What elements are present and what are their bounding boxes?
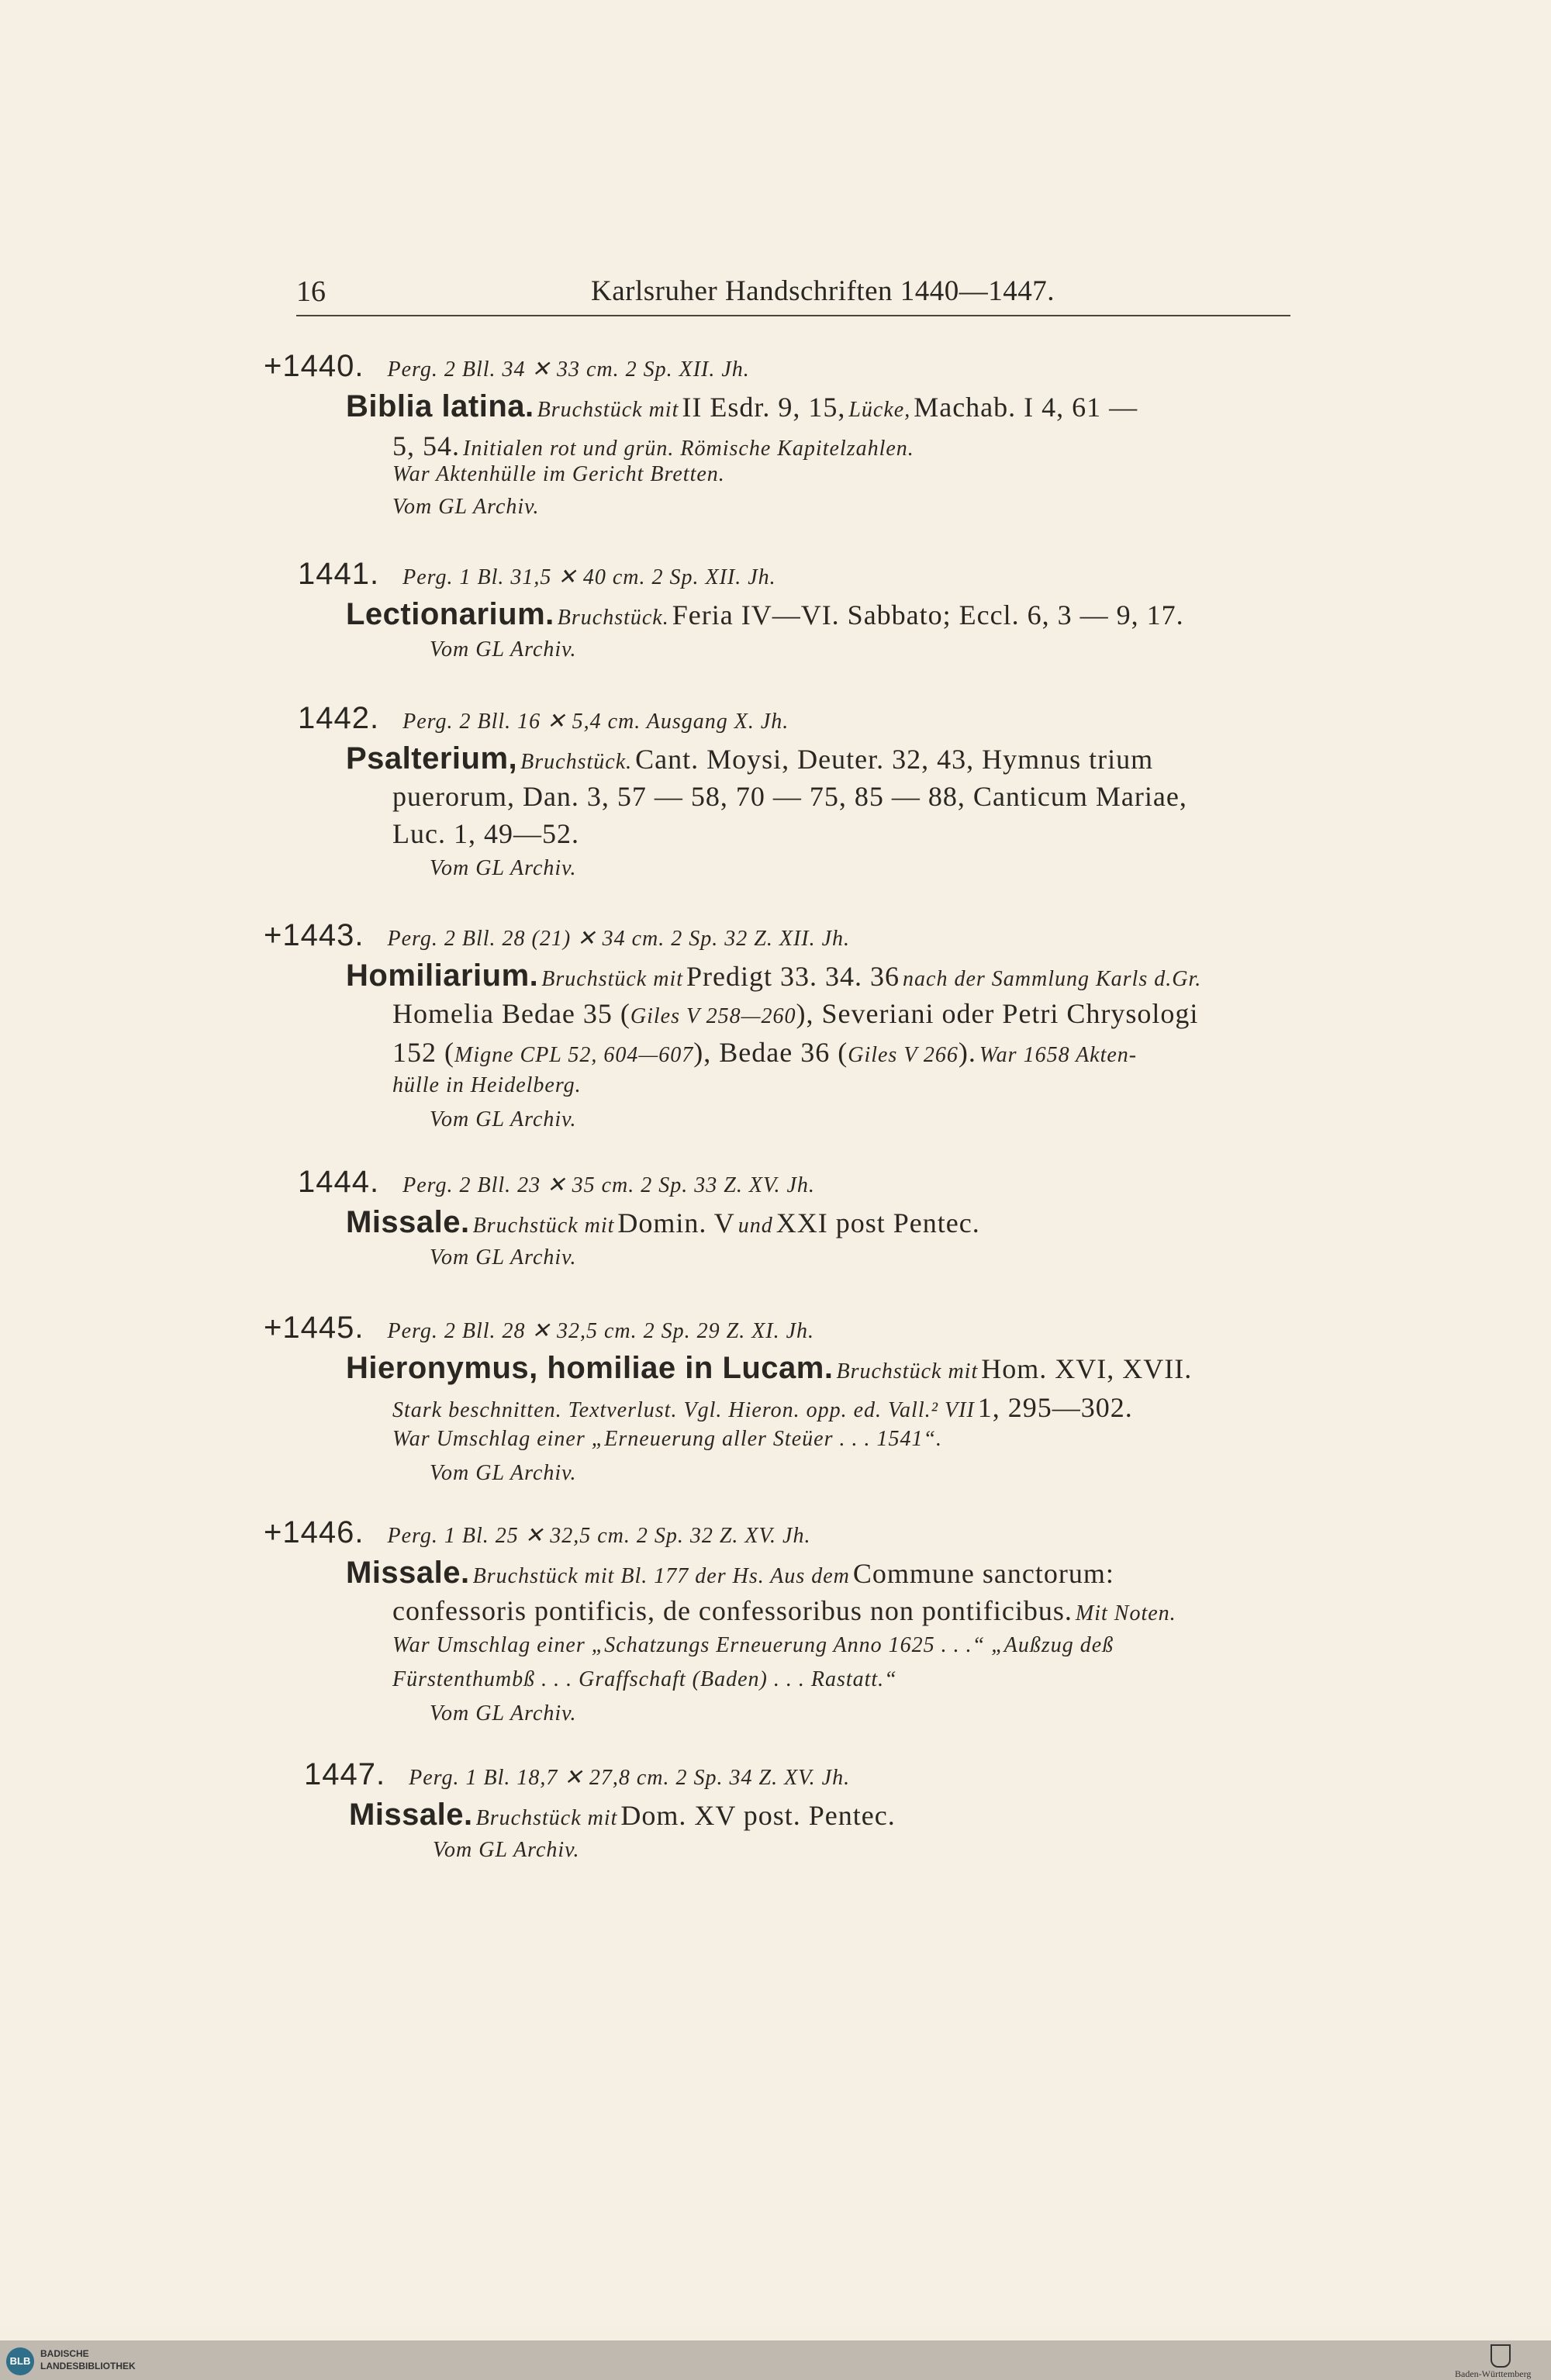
entry-title: Psalterium, (346, 741, 518, 775)
entry-title: Biblia latina. (346, 389, 534, 423)
entry-number: 1442. (298, 701, 380, 735)
entry-source: Vom GL Archiv. (430, 1245, 577, 1269)
entry-title: Missale. (349, 1798, 473, 1832)
viewer-footer-bar (0, 2340, 1551, 2380)
entry-meta: Perg. 1 Bl. 18,7 ✕ 27,8 cm. 2 Sp. 34 Z. XV. Jh. (409, 1766, 851, 1790)
entry-source: Vom GL Archiv. (430, 1461, 577, 1485)
page-number: 16 (296, 275, 326, 308)
entry-number: +1443. (264, 918, 364, 952)
entry-meta: Perg. 2 Bll. 23 ✕ 35 cm. 2 Sp. 33 Z. XV. Jh. (402, 1173, 815, 1197)
entry-number: +1440. (264, 349, 364, 383)
entry-number: 1444. (298, 1165, 380, 1199)
entry-number: 1447. (304, 1757, 386, 1791)
running-header (296, 268, 1290, 316)
entry-number: +1446. (264, 1515, 364, 1549)
entry-number: 1441. (298, 557, 380, 591)
document-page: 16 Karlsruher Handschriften 1440—1447. +1440. Perg. 2 Bll. 34 ✕ 33 cm. 2 Sp. XII. Jh. Biblia latina. Bruchstück mit II Esdr. 9, 15, Lücke, Machab. I 4, 61 — 5, 54. Initialen rot und grün. Römische Kapitelzahlen. War Aktenhülle im Gericht Bretten. Vom GL Archiv. 1441. Perg. 1 Bl. 31,5 ✕ 40 cm. 2 Sp. XII. Jh. Lectionarium. Bruchstück. Feria IV—VI. Sabbato; Eccl. 6, 3 — 9, 17. Vom GL Archiv. 1442. Perg. 2 Bll. 16 ✕ 5,4 cm. Ausgang X. Jh. Psalterium, Bruchstück. Cant. Moysi, Deuter. 32, 43, Hymnus trium puerorum, Dan. 3, 57 — 58, 70 — 75, 85 — 88, Canticum Mariae, Luc. 1, 49—52. Vom GL Archiv. +1443. Perg. 2 Bll. 28 (21) ✕ 34 cm. 2 Sp. 32 Z. XII. Jh. Homiliarium. Bruchstück mit Predigt 33. 34. 36 nach der Sammlung Karls d.Gr. Homelia Bedae 35 (Giles V 258—260), Severiani oder Petri Chrysologi 152 (Migne CPL 52, 604—607), Bedae 36 (Giles V 266). War 1658 Akten- hülle in Heidelberg. Vom GL Archiv. 1444. Perg. 2 Bll. 23 ✕ 35 cm. 2 Sp. 33 Z. XV. Jh. Missale. Bruchstück mit Domin. V und XXI post Pentec. Vom GL Archiv. +1445. Perg. 2 Bll. 28 ✕ 32,5 cm. 2 Sp. 29 Z. XI. Jh. Hieronymus, homiliae in Lucam. Bruchstück mit Hom. XVI, XVII. Stark beschnitten. Textverlust. Vgl. Hieron. opp. ed. Vall.² VII 1, 295—302. War Umschlag einer „Erneuerung aller Steüer . . . 1541“. Vom GL Archiv. +1446. Perg. 1 Bl. 25 ✕ 32,5 cm. 2 Sp. 32 Z. XV. Jh. Missale. Bruchstück mit Bl. 177 der Hs. Aus dem Commune sanctorum: confessoris pontificis, de confessoribus non pontificibus. Mit Noten. War Umschlag einer „Schatzungs Erneuerung Anno 1625 . . .“ „Außzug deß Fürstenthumbß . . . Graffschaft (Baden) . . . Rastatt.“ Vom GL Archiv. 1447. Perg. 1 Bl. 18,7 ✕ 27,8 cm. 2 Sp. 34 Z. XV. Jh. Missale. Bruchstück mit Dom. XV post. Pentec. Vom GL Archiv. (0, 0, 1551, 2326)
library-logo-icon: BLB (6, 2347, 34, 2375)
entry-source: Vom GL Archiv. (392, 495, 540, 519)
entry-meta: Perg. 2 Bll. 28 ✕ 32,5 cm. 2 Sp. 29 Z. XI. Jh. (387, 1319, 815, 1343)
entry-title: Hieronymus, homiliae in Lucam. (346, 1351, 834, 1385)
entry-source: Vom GL Archiv. (433, 1838, 580, 1862)
entry-meta: Perg. 1 Bl. 25 ✕ 32,5 cm. 2 Sp. 32 Z. XV. Jh. (387, 1524, 811, 1548)
library-logo-text: BADISCHE LANDESBIBLIOTHEK (40, 2348, 136, 2371)
running-title: Karlsruher Handschriften 1440—1447. (591, 275, 1055, 307)
entry-number: +1445. (264, 1311, 364, 1345)
entry-source: Vom GL Archiv. (430, 1107, 577, 1131)
entry-title: Missale. (346, 1556, 470, 1590)
entry-meta: Perg. 1 Bl. 31,5 ✕ 40 cm. 2 Sp. XII. Jh. (402, 565, 776, 589)
entry-title: Homiliarium. (346, 959, 539, 993)
entry-meta: Perg. 2 Bll. 34 ✕ 33 cm. 2 Sp. XII. Jh. (387, 358, 750, 382)
entry-source: Vom GL Archiv. (430, 856, 577, 880)
entry-meta: Perg. 2 Bll. 28 (21) ✕ 34 cm. 2 Sp. 32 Z. XII. Jh. (387, 927, 851, 951)
entry-title: Missale. (346, 1205, 470, 1239)
state-crest-icon (1491, 2344, 1511, 2368)
entry-source: Vom GL Archiv. (430, 1701, 577, 1725)
state-name-label: Baden-Württemberg (1455, 2368, 1532, 2379)
entry-title: Lectionarium. (346, 597, 554, 631)
entry-meta: Perg. 2 Bll. 16 ✕ 5,4 cm. Ausgang X. Jh. (402, 710, 789, 734)
entry-source: Vom GL Archiv. (430, 637, 577, 661)
